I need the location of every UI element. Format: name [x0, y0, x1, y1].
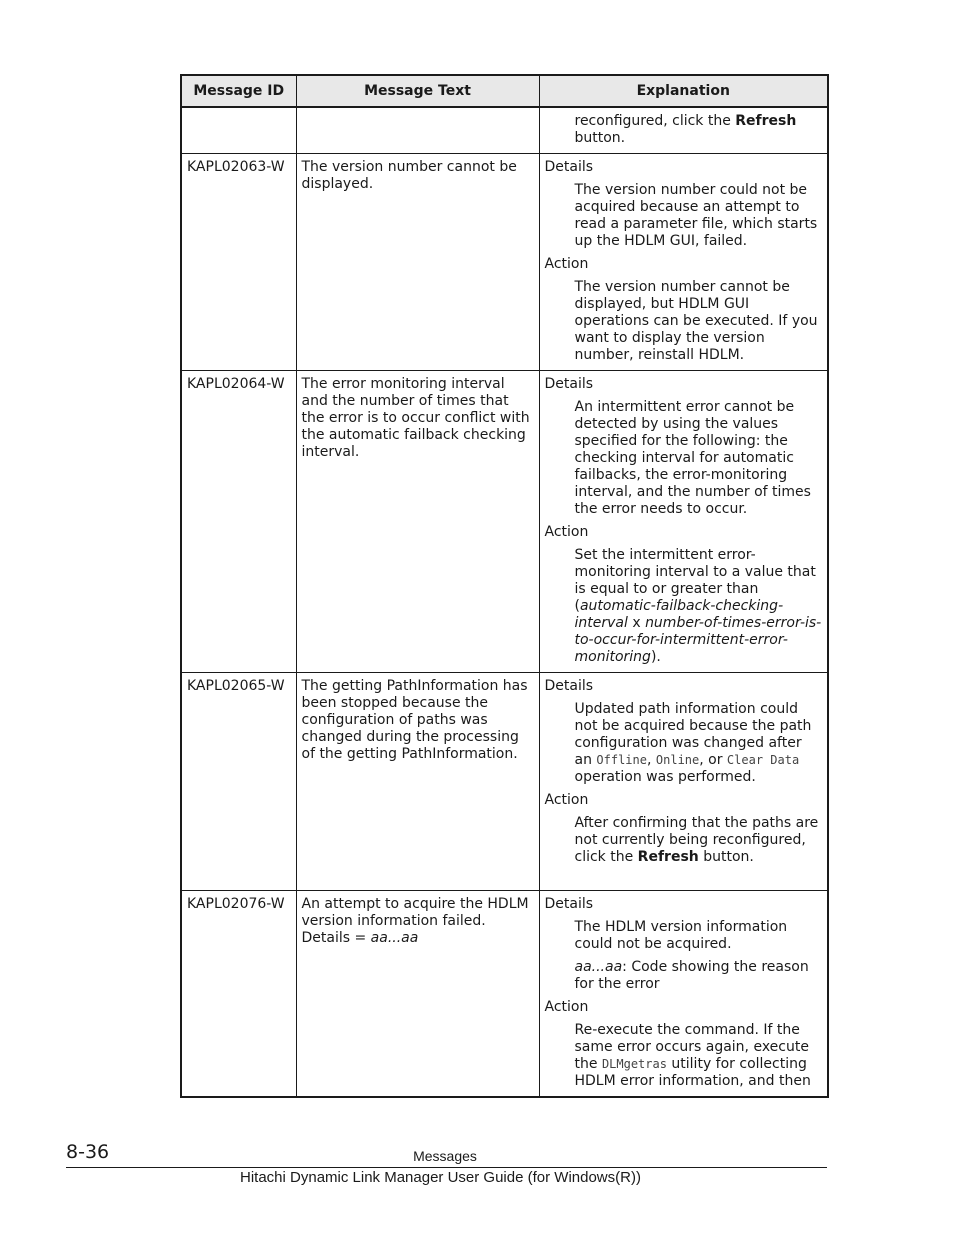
details-text: The version number could not be acquired because an attempt to read a parameter file, which starts up the HDLM GUI, failed. — [574, 182, 818, 249]
placeholder-term: aa...aa — [574, 959, 623, 975]
table-row-continued — [181, 107, 828, 154]
message-explanation — [539, 891, 828, 1098]
placeholder-term: aa...aa — [370, 930, 419, 946]
message-explanation — [539, 371, 828, 673]
details-label: Details — [544, 896, 594, 912]
table-row — [181, 891, 828, 1098]
footer-divider — [66, 1167, 827, 1168]
table-row — [181, 673, 828, 891]
refresh-term: Refresh — [735, 113, 797, 129]
code-term: DLMgetras — [601, 1057, 667, 1071]
code-term: Offline — [596, 753, 647, 767]
header-explanation: Explanation — [539, 75, 828, 107]
action-text: The version number cannot be displayed, but HDLM GUI operations can be executed. If you want to display the version number, reinstall HDLM. — [574, 279, 818, 363]
action-label: Action — [544, 256, 589, 272]
table-row — [181, 371, 828, 673]
message-id: KAPL02064-W — [181, 371, 296, 673]
action-label: Action — [544, 792, 589, 808]
details-code-note: aa...aa: Code showing the reason for the error — [574, 959, 809, 992]
table-header-row — [181, 75, 828, 107]
details-text: An intermittent error cannot be detected by using the values specified for the following: the checking interval for automatic failbacks, the error-monitoring interval, and the number of times the error needs to occur. — [574, 399, 811, 517]
details-label: Details — [544, 376, 594, 392]
continued-action: reconfigured, click the Refresh button. — [574, 113, 797, 146]
message-text: The error monitoring interval and the number of times that the error is to occur conflict with the automatic failback checking interval. — [296, 371, 539, 673]
page-number: 8-36 — [66, 1141, 110, 1163]
details-label: Details — [544, 159, 594, 175]
message-explanation — [539, 673, 828, 891]
details-label: Details — [544, 678, 594, 694]
cell-text-empty — [296, 107, 539, 154]
code-term: Online — [655, 753, 700, 767]
action-label: Action — [544, 524, 589, 540]
message-text: The getting PathInformation has been stopped because the configuration of paths was changed during the processing of the getting PathInformation. — [296, 673, 539, 891]
cell-explanation — [539, 107, 828, 154]
action-label: Action — [544, 999, 589, 1015]
message-text: An attempt to acquire the HDLM version information failed. Details = aa...aa — [296, 891, 539, 1098]
message-id: KAPL02065-W — [181, 673, 296, 891]
param-name: automatic-failback-checking-interval — [574, 598, 784, 631]
footer-book-title: Hitachi Dynamic Link Manager User Guide (for Windows(R)) — [240, 1169, 641, 1186]
footer-section-title: Messages — [413, 1148, 477, 1164]
cell-id-empty — [181, 107, 296, 154]
message-explanation — [539, 154, 828, 371]
message-id: KAPL02063-W — [181, 154, 296, 371]
header-message-id: Message ID — [181, 75, 296, 107]
details-text: Updated path information could not be acquired because the path configuration was changed after an Offline, Online, or Clear Data operation was performed. — [574, 701, 812, 785]
refresh-term: Refresh — [637, 849, 699, 865]
message-text: The version number cannot be displayed. — [296, 154, 539, 371]
message-id: KAPL02076-W — [181, 891, 296, 1098]
action-text: Re-execute the command. If the same error occurs again, execute the DLMgetras utility for collecting HDLM error information, and then — [574, 1022, 811, 1089]
code-term: Clear Data — [726, 753, 800, 767]
table-row — [181, 154, 828, 371]
action-text: Set the intermittent error-monitoring interval to a value that is equal to or greater than (automatic-failback-checking-interval x number-of-times-error-is-to-occur-for-intermittent-error-monitoring). — [574, 547, 822, 665]
param-name: number-of-times-error-is-to-occur-for-intermittent-error-monitoring — [574, 615, 822, 665]
header-message-text: Message Text — [296, 75, 539, 107]
messages-table — [180, 74, 829, 1098]
action-text: After confirming that the paths are not currently being reconfigured, click the Refresh button. — [574, 815, 819, 865]
details-text: The HDLM version information could not be acquired. — [574, 919, 788, 952]
